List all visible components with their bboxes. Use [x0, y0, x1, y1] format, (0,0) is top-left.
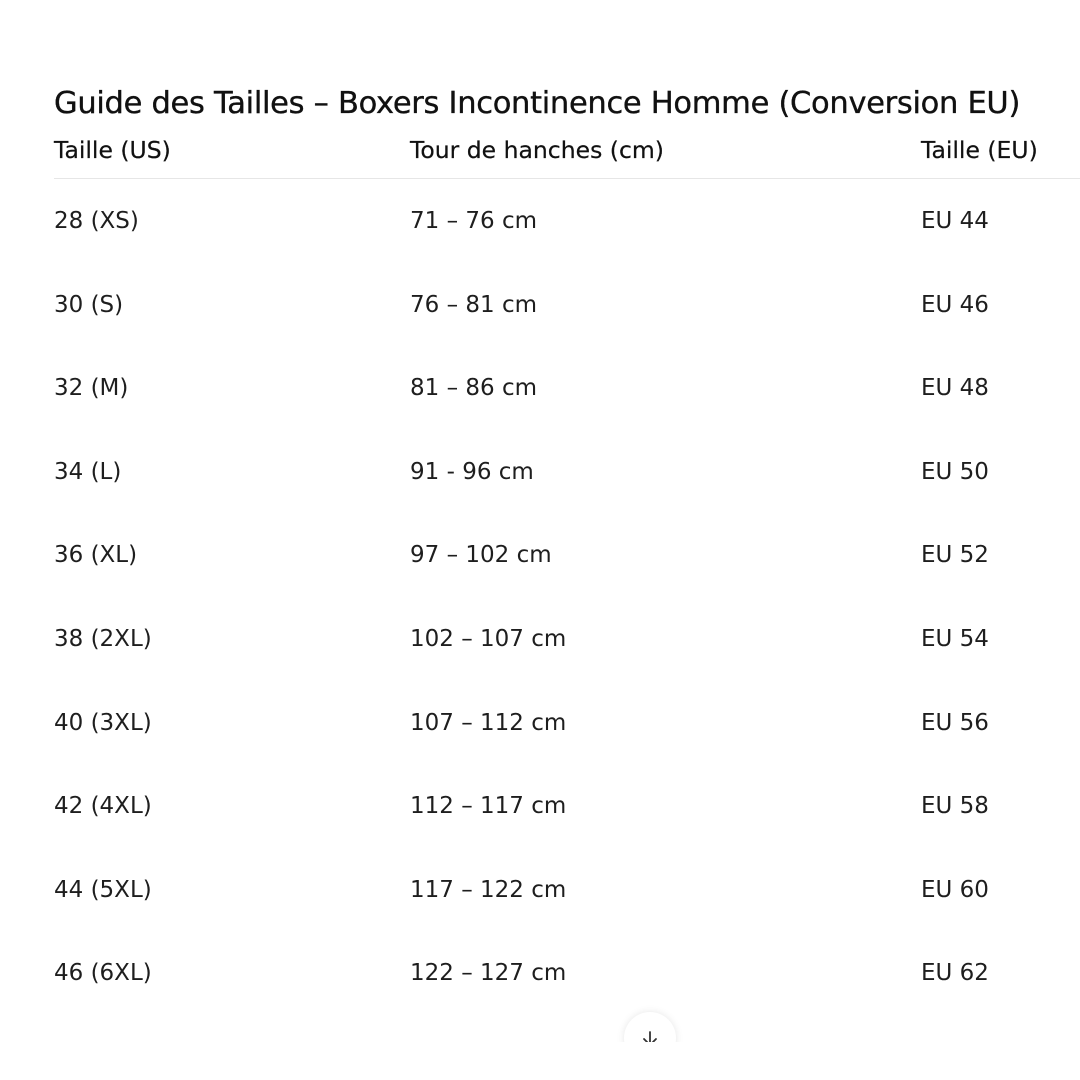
- page-title: Guide des Tailles – Boxers Incontinence Homme (Conversion EU): [54, 86, 1021, 122]
- cell-hip-measurement: 122 – 127 cm: [410, 960, 567, 986]
- cell-eu-size: EU 56: [921, 710, 989, 736]
- cell-us-size: 30 (S): [54, 292, 124, 318]
- cell-us-size: 38 (2XL): [54, 626, 152, 652]
- cell-eu-size: EU 44: [921, 208, 989, 234]
- cell-eu-size: EU 46: [921, 292, 989, 318]
- cell-us-size: 40 (3XL): [54, 710, 152, 736]
- cell-us-size: 44 (5XL): [54, 877, 152, 903]
- column-header-eu-size: Taille (EU): [921, 136, 1038, 164]
- cell-eu-size: EU 52: [921, 542, 989, 568]
- cell-eu-size: EU 54: [921, 626, 989, 652]
- header-divider: [54, 178, 1080, 179]
- cell-hip-measurement: 112 – 117 cm: [410, 793, 567, 819]
- cell-us-size: 34 (L): [54, 459, 122, 485]
- cell-eu-size: EU 62: [921, 960, 989, 986]
- cell-hip-measurement: 71 – 76 cm: [410, 208, 538, 234]
- cell-eu-size: EU 50: [921, 459, 989, 485]
- cell-us-size: 32 (M): [54, 375, 129, 401]
- cell-hip-measurement: 91 - 96 cm: [410, 459, 534, 485]
- cell-hip-measurement: 97 – 102 cm: [410, 542, 552, 568]
- column-header-hip-measurement: Tour de hanches (cm): [410, 136, 664, 164]
- cell-hip-measurement: 81 – 86 cm: [410, 375, 538, 401]
- column-header-us-size: Taille (US): [54, 136, 171, 164]
- cell-us-size: 46 (6XL): [54, 960, 152, 986]
- cell-hip-measurement: 102 – 107 cm: [410, 626, 567, 652]
- cell-hip-measurement: 76 – 81 cm: [410, 292, 538, 318]
- cell-us-size: 36 (XL): [54, 542, 138, 568]
- bottom-fade: [610, 1042, 690, 1080]
- cell-eu-size: EU 48: [921, 375, 989, 401]
- cell-us-size: 42 (4XL): [54, 793, 152, 819]
- cell-eu-size: EU 58: [921, 793, 989, 819]
- cell-us-size: 28 (XS): [54, 208, 139, 234]
- cell-eu-size: EU 60: [921, 877, 989, 903]
- cell-hip-measurement: 117 – 122 cm: [410, 877, 567, 903]
- cell-hip-measurement: 107 – 112 cm: [410, 710, 567, 736]
